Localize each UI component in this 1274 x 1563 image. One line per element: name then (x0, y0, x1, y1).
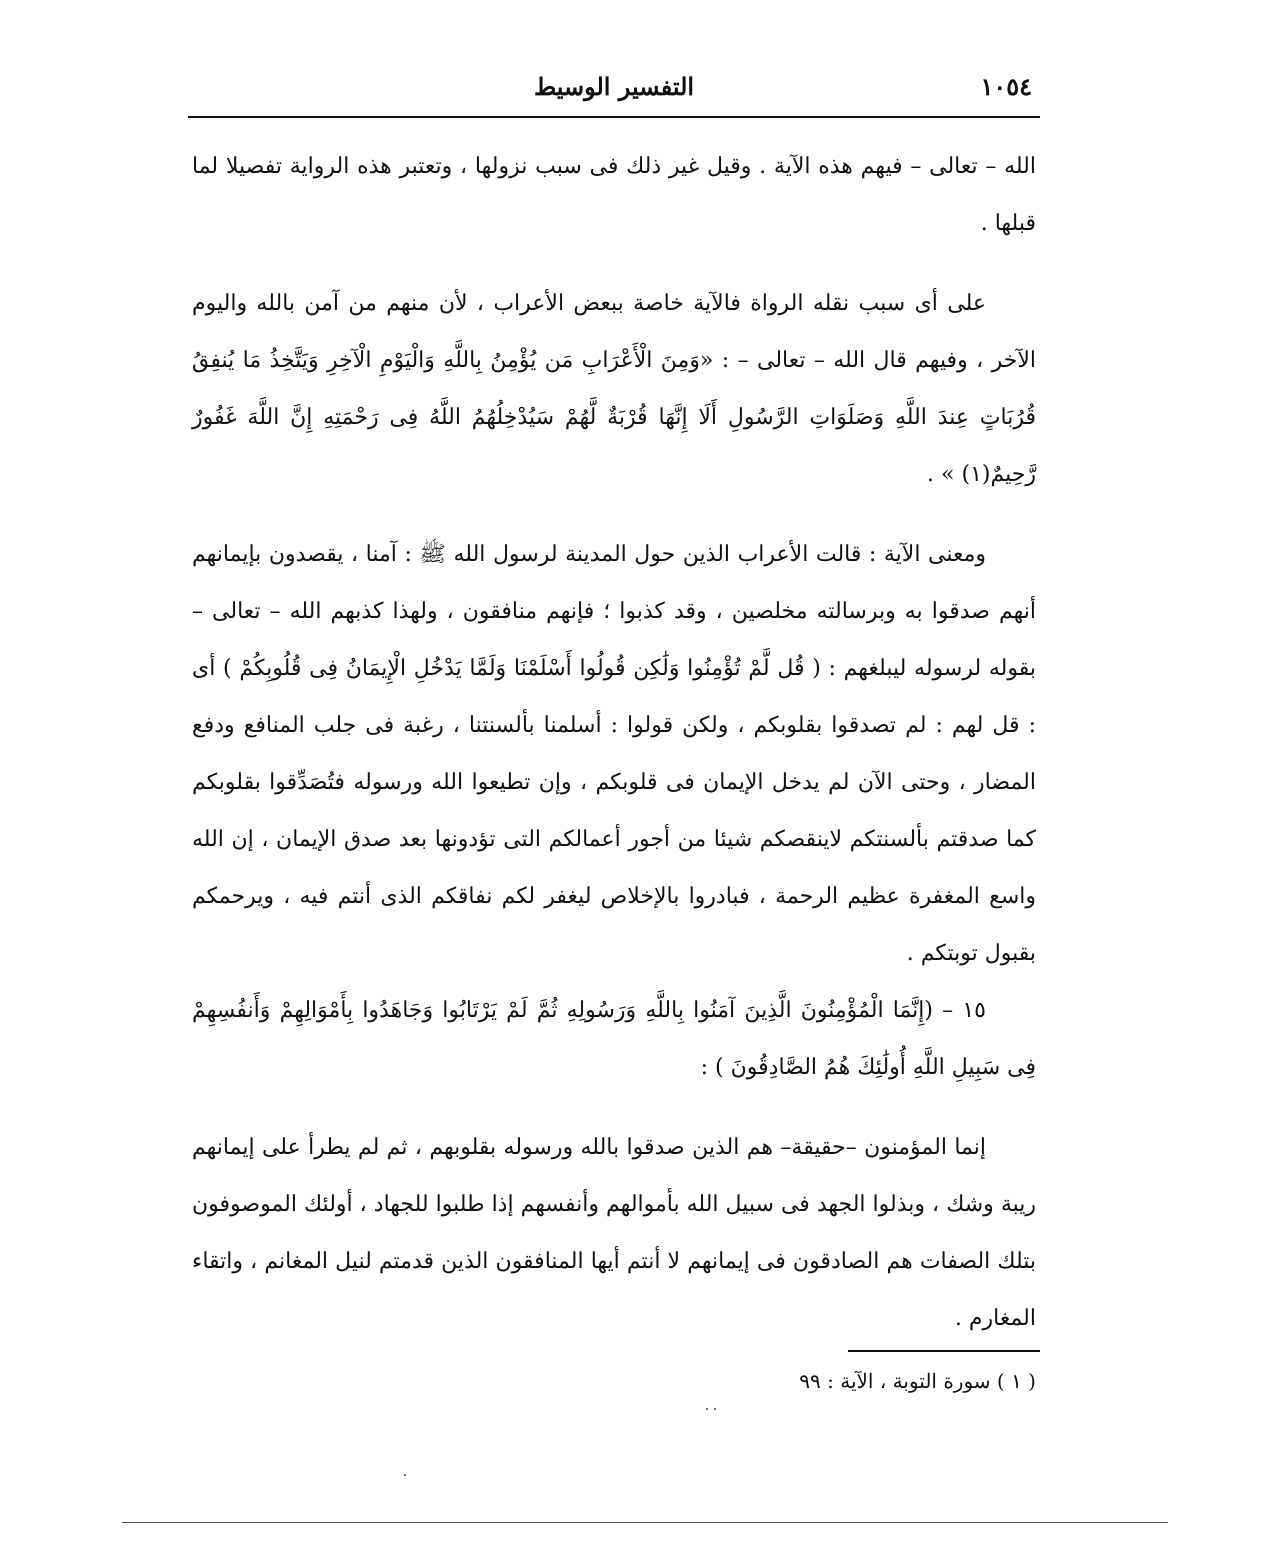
running-title: التفسير الوسيط (533, 72, 695, 101)
header-divider (188, 116, 1040, 118)
paragraph-5: إنما المؤمنون –حقيقة– هم الذين صدقوا بالله ورسوله بقلوبهم ، ثم لم يطرأ على إيمانهم ريبة وشك ، وبذلوا الجهد فى سبيل الله بأموالهم وأنفسهم إذا طلبوا للجهاد ، أولئك الموصوفون بتلك الصفات هم الصادقون فى إيمانهم لا أنتم أيها المنافقون الذين قدمتم لنيل المغانم ، واتقاء المغارم . (192, 1135, 1036, 1331)
paragraph-3: ومعنى الآية : قالت الأعراب الذين حول المدينة لرسول الله ﷺ : آمنا ، يقصدون بإيمانهم أنهم صدقوا به وبرسالته مخلصين ، وقد كذبوا ؛ فإنهم منافقون ، ولهذا كذبهم الله – تعالى – بقوله لرسوله ليبلغهم : ( قُل لَّمْ تُؤْمِنُوا وَلَٰكِن قُولُوا أَسْلَمْنَا وَلَمَّا يَدْخُلِ الْإِيمَانُ فِى قُلُوبِكُمْ ) أى : قل لهم : لم تصدقوا بقلوبكم ، ولكن قولوا : أسلمنا بألسنتنا ، رغبة فى جلب المنافع ودفع المضار ، وحتى الآن لم يدخل الإيمان فى قلوبكم ، وإن تطيعوا الله ورسوله فتُصَدِّقوا بقلوبكم كما صدقتم بألسنتكم لاينقصكم شيئا من أجور أعمالكم التى تؤدونها بعد صدق الإيمان ، إن الله واسع المغفرة عظيم الرحمة ، فبادروا بالإخلاص ليغفر لكم نفاقكم الذى أنتم فيه ، ويرحمكم بقبول توبتكم . (192, 542, 1036, 966)
scan-speck (714, 1408, 716, 1410)
scan-speck (706, 1408, 708, 1410)
paragraph-gap (192, 503, 1036, 526)
paragraph-gap (192, 252, 1036, 275)
paragraph-1: الله – تعالى – فيهم هذه الآية . وقيل غير ذلك فى سبب نزولها ، وتعتبر هذه الرواية تفصيلا لما قبلها . (192, 154, 1036, 236)
paragraph-gap (192, 1096, 1036, 1119)
footnote: ( ١ ) سورة التوبة ، الآية : ٩٩ (799, 1369, 1036, 1393)
verse-15: ١٥ – (إِنَّمَا الْمُؤْمِنُونَ الَّذِينَ آمَنُوا بِاللَّهِ وَرَسُولِهِ ثُمَّ لَمْ يَرْتَابُوا وَجَاهَدُوا بِأَمْوَالِهِمْ وَأَنفُسِهِمْ فِى سَبِيلِ اللَّهِ أُولَٰئِكَ هُمُ الصَّادِقُونَ ) : (192, 998, 1036, 1080)
footnote-divider (848, 1350, 1040, 1352)
page-number: ١٠٥٤ (980, 72, 1032, 101)
scan-edge-line (122, 1522, 1168, 1523)
scan-speck (404, 1474, 406, 1476)
paragraph-2: على أى سبب نقله الرواة فالآية خاصة ببعض الأعراب ، لأن منهم من آمن بالله واليوم الآخر ، وفيهم قال الله – تعالى – : «وَمِنَ الْأَعْرَابِ مَن يُؤْمِنُ بِاللَّهِ وَالْيَوْمِ الْآخِرِ وَيَتَّخِذُ مَا يُنفِقُ قُرُبَاتٍ عِندَ اللَّهِ وَصَلَوَاتِ الرَّسُولِ أَلَا إِنَّهَا قُرْبَةٌ لَّهُمْ سَيُدْخِلُهُمُ اللَّهُ فِى رَحْمَتِهِ إِنَّ اللَّهَ غَفُورٌ رَّحِيمٌ(١) » . (192, 291, 1036, 487)
page-header (188, 64, 1040, 116)
main-text (192, 138, 1036, 1347)
